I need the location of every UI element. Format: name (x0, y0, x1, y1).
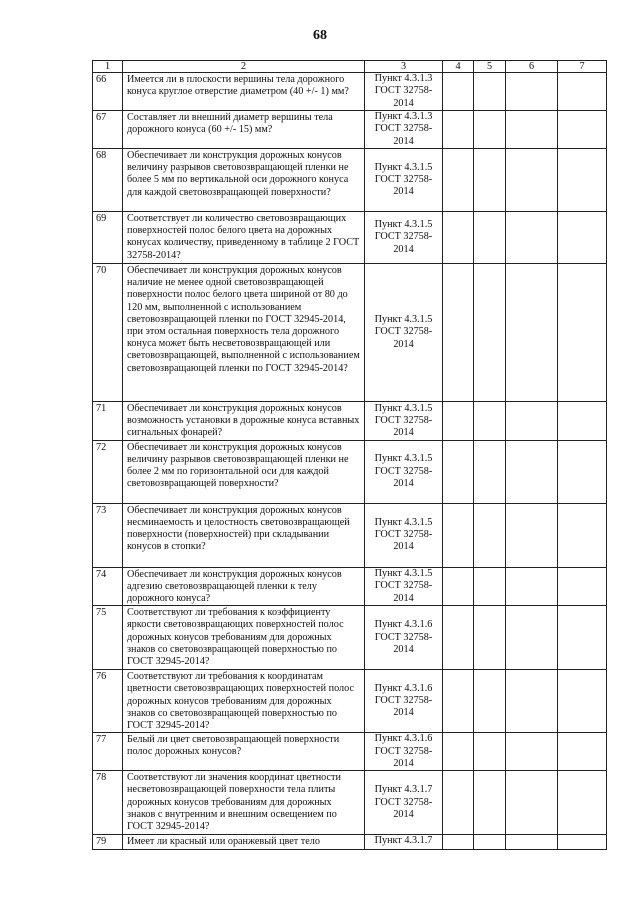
table-row (93, 73, 607, 111)
row-number: 79 (93, 835, 123, 850)
blank-cell (506, 503, 558, 567)
reference-cell: Пункт 4.3.1.3 ГОСТ 32758-2014 (365, 111, 443, 149)
column-header: 2 (123, 61, 365, 73)
blank-cell (474, 835, 506, 850)
question-cell: Соответствуют ли требования к координатам цветности световозвращающих поверхностей полос дорожных конусов требованиям для дорожных знаков со световозвращающей поверхностью по ГОСТ 32945-2014? (123, 670, 365, 733)
reference-cell: Пункт 4.3.1.5 ГОСТ 32758-2014 (365, 264, 443, 402)
header-row (93, 61, 607, 73)
row-number: 69 (93, 212, 123, 264)
blank-cell (506, 733, 558, 771)
blank-cell (474, 111, 506, 149)
blank-cell (474, 670, 506, 733)
reference-cell: Пункт 4.3.1.3 ГОСТ 32758-2014 (365, 73, 443, 111)
blank-cell (558, 149, 607, 212)
row-number: 66 (93, 73, 123, 111)
blank-cell (474, 606, 506, 670)
table-row (93, 440, 607, 503)
question-cell: Обеспечивает ли конструкция дорожных конусов величину разрывов световозвращающей пленки не более 5 мм по вертикальной оси дорожного конуса для каждой световозвращающей поверхности? (123, 149, 365, 212)
question-cell: Составляет ли внешний диаметр вершины тела дорожного конуса (60 +/- 15) мм? (123, 111, 365, 149)
blank-cell (558, 440, 607, 503)
row-number: 72 (93, 440, 123, 503)
table-row (93, 264, 607, 402)
blank-cell (558, 733, 607, 771)
blank-cell (506, 264, 558, 402)
question-cell: Имеется ли в плоскости вершины тела дорожного конуса круглое отверстие диаметром (40 +/- 1) мм? (123, 73, 365, 111)
blank-cell (443, 111, 474, 149)
question-cell: Обеспечивает ли конструкция дорожных конусов наличие не менее одной световозвращающей поверхности полос белого цвета шириной от 80 до 120 мм, выполненной с использованием световозвращающей пленки по ГОСТ 32945-2014, при этом остальная поверхность тела дорожного конуса может быть несветовозвращающей или световозвращающей, выполненной с использованием световозвращающей пленки по ГОСТ 32945-2014? (123, 264, 365, 402)
blank-cell (443, 440, 474, 503)
blank-cell (506, 149, 558, 212)
blank-cell (506, 73, 558, 111)
row-number: 78 (93, 771, 123, 835)
blank-cell (443, 771, 474, 835)
reference-cell: Пункт 4.3.1.5 ГОСТ 32758-2014 (365, 567, 443, 606)
blank-cell (558, 670, 607, 733)
blank-cell (558, 73, 607, 111)
table-row (93, 212, 607, 264)
blank-cell (558, 835, 607, 850)
row-number: 77 (93, 733, 123, 771)
reference-cell: Пункт 4.3.1.5 ГОСТ 32758-2014 (365, 402, 443, 441)
row-number: 70 (93, 264, 123, 402)
column-header: 7 (558, 61, 607, 73)
blank-cell (506, 212, 558, 264)
blank-cell (443, 606, 474, 670)
question-cell: Соответствует ли количество световозвращающих поверхностей полос белого цвета на дорожных конусах количеству, приведенному в таблице 2 ГОСТ 32758-2014? (123, 212, 365, 264)
blank-cell (558, 771, 607, 835)
blank-cell (443, 567, 474, 606)
column-header: 6 (506, 61, 558, 73)
row-number: 67 (93, 111, 123, 149)
blank-cell (558, 606, 607, 670)
table-row (93, 503, 607, 567)
table-row (93, 149, 607, 212)
blank-cell (443, 402, 474, 441)
blank-cell (474, 567, 506, 606)
column-header: 1 (93, 61, 123, 73)
blank-cell (506, 606, 558, 670)
row-number: 75 (93, 606, 123, 670)
question-cell: Обеспечивает ли конструкция дорожных конусов возможность установки в дорожные конуса вставных сигнальных фонарей? (123, 402, 365, 441)
question-cell: Соответствуют ли требования к коэффициенту яркости световозвращающих поверхностей полос дорожных конусов требованиям для дорожных знаков со световозвращающей поверхностью по ГОСТ 32945-2014? (123, 606, 365, 670)
reference-cell: Пункт 4.3.1.7 ГОСТ 32758-2014 (365, 771, 443, 835)
question-cell: Обеспечивает ли конструкция дорожных конусов величину разрывов световозвращающей пленки не более 2 мм по горизонтальной оси для каждой световозвращающей поверхности? (123, 440, 365, 503)
reference-cell: Пункт 4.3.1.6 ГОСТ 32758-2014 (365, 606, 443, 670)
blank-cell (558, 567, 607, 606)
blank-cell (474, 264, 506, 402)
blank-cell (558, 212, 607, 264)
blank-cell (443, 264, 474, 402)
page-number: 68 (313, 28, 327, 43)
blank-cell (506, 670, 558, 733)
row-number: 71 (93, 402, 123, 441)
question-cell: Обеспечивает ли конструкция дорожных конусов адгезию световозвращающей пленки к телу дорожного конуса? (123, 567, 365, 606)
reference-cell: Пункт 4.3.1.5 ГОСТ 32758-2014 (365, 440, 443, 503)
blank-cell (474, 733, 506, 771)
table-row (93, 567, 607, 606)
column-header: 4 (443, 61, 474, 73)
column-header: 5 (474, 61, 506, 73)
blank-cell (474, 771, 506, 835)
reference-cell: Пункт 4.3.1.5 ГОСТ 32758-2014 (365, 212, 443, 264)
blank-cell (443, 73, 474, 111)
blank-cell (558, 111, 607, 149)
row-number: 76 (93, 670, 123, 733)
table-row (93, 733, 607, 771)
blank-cell (474, 440, 506, 503)
reference-cell: Пункт 4.3.1.5 ГОСТ 32758-2014 (365, 503, 443, 567)
blank-cell (506, 402, 558, 441)
column-header: 3 (365, 61, 443, 73)
blank-cell (558, 503, 607, 567)
question-cell: Соответствуют ли значения координат цветности несветовозвращающей поверхности тела плиты дорожных конусов требованиям для дорожных знаков с внутренним и внешним освещением по ГОСТ 32945-2014? (123, 771, 365, 835)
blank-cell (474, 149, 506, 212)
table-row (93, 111, 607, 149)
blank-cell (443, 149, 474, 212)
row-number: 74 (93, 567, 123, 606)
question-cell: Белый ли цвет световозвращающей поверхности полос дорожных конусов? (123, 733, 365, 771)
blank-cell (443, 212, 474, 264)
reference-cell: Пункт 4.3.1.5 ГОСТ 32758-2014 (365, 149, 443, 212)
blank-cell (443, 733, 474, 771)
blank-cell (474, 402, 506, 441)
question-cell: Имеет ли красный или оранжевый цвет тело (123, 835, 365, 850)
blank-cell (474, 212, 506, 264)
blank-cell (506, 771, 558, 835)
row-number: 73 (93, 503, 123, 567)
table-row (93, 835, 607, 850)
blank-cell (506, 440, 558, 503)
blank-cell (474, 503, 506, 567)
table-row (93, 606, 607, 670)
reference-cell: Пункт 4.3.1.6 ГОСТ 32758-2014 (365, 670, 443, 733)
reference-cell: Пункт 4.3.1.7 (365, 835, 443, 850)
blank-cell (474, 73, 506, 111)
table-row (93, 670, 607, 733)
blank-cell (443, 835, 474, 850)
row-number: 68 (93, 149, 123, 212)
blank-cell (443, 503, 474, 567)
table-row (93, 771, 607, 835)
reference-cell: Пункт 4.3.1.6 ГОСТ 32758-2014 (365, 733, 443, 771)
checklist-table (92, 60, 607, 850)
blank-cell (506, 111, 558, 149)
table-row (93, 402, 607, 441)
blank-cell (443, 670, 474, 733)
blank-cell (506, 567, 558, 606)
blank-cell (506, 835, 558, 850)
question-cell: Обеспечивает ли конструкция дорожных конусов несминаемость и целостность световозвращающей поверхности (поверхностей) при складывании конусов в стопки? (123, 503, 365, 567)
blank-cell (558, 264, 607, 402)
blank-cell (558, 402, 607, 441)
